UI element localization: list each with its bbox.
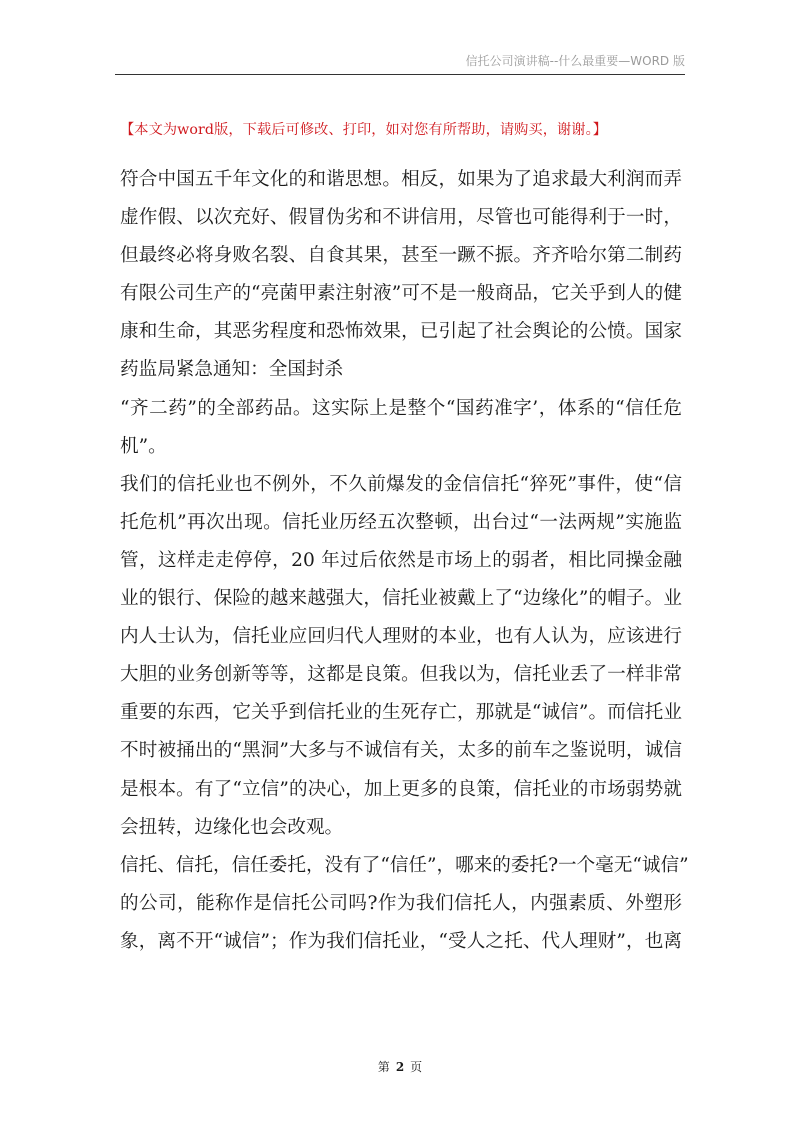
text-line: 机”。 <box>120 435 167 457</box>
text-line: 药监局紧急通知：全国封杀 <box>120 359 344 381</box>
text-line: 的公司，能称作是信托公司吗?作为我们信托人，内强素质、外塑形 <box>120 892 682 914</box>
text-line: 重要的东西，它关乎到信托业的生死存亡，那就是“诚信”。而信托业 <box>120 702 682 724</box>
text-line: 大胆的业务创新等等，这都是良策。但我以为，信托业丢了一样非常 <box>120 664 682 686</box>
text-line: 不时被捅出的“黑洞”大多与不诚信有关，太多的前车之鉴说明，诚信 <box>120 740 682 762</box>
text-line: 但最终必将身败名裂、自食其果，甚至一蹶不振。齐齐哈尔第二制药 <box>120 245 682 267</box>
download-notice: 【本文为word版，下载后可修改、打印，如对您有所帮助，请购买，谢谢。】 <box>120 122 608 138</box>
page-number: 2 <box>395 1060 405 1074</box>
text-line: 康和生命，其恶劣程度和恐怖效果，已引起了社会舆论的公愤。国家 <box>120 321 682 343</box>
footer-prefix: 第 <box>377 1060 390 1074</box>
footer-suffix: 页 <box>410 1060 423 1074</box>
text-line: 象，离不开“诚信”；作为我们信托业，“受人之托、代人理财”，也离 <box>120 930 682 952</box>
header-divider <box>115 74 685 75</box>
text-line: 符合中国五千年文化的和谐思想。相反，如果为了追求最大利润而弄 <box>120 169 682 190</box>
text-line: 业的银行、保险的越来越强大，信托业被戴上了“边缘化”的帽子。业 <box>120 588 682 610</box>
text-line: 内人士认为，信托业应回归代人理财的本业，也有人认为，应该进行 <box>120 626 682 648</box>
text-line: “齐二药”的全部药品。这实际上是整个“国药准字’，体系的“信任危 <box>120 397 682 419</box>
text-line: 是根本。有了“立信”的决心，加上更多的良策，信托业的市场弱势就 <box>120 778 682 800</box>
text-line: 有限公司生产的“亮菌甲素注射液”可不是一般商品，它关乎到人的健 <box>120 283 682 305</box>
page-header <box>115 52 685 69</box>
page-footer <box>0 1058 800 1075</box>
text-line: 虚作假、以次充好、假冒伪劣和不讲信用，尽管也可能得利于一时， <box>120 207 682 229</box>
text-line: 会扭转，边缘化也会改观。 <box>120 816 344 838</box>
text-line: 托危机”再次出现。信托业历经五次整顿，出台过“一法两规”实施监 <box>120 511 682 533</box>
text-line: 我们的信托业也不例外，不久前爆发的金信信托“猝死”事件，使“信 <box>120 473 682 495</box>
text-line: 管，这样走走停停，20 年过后依然是市场上的弱者，相比同操金融 <box>120 549 682 571</box>
text-line: 信托、信托，信任委托，没有了“信任”，哪来的委托?一个毫无“诚信” <box>120 854 689 876</box>
header-title: 信托公司演讲稿--什么最重要—WORD 版 <box>465 54 685 68</box>
document-body <box>120 161 689 961</box>
